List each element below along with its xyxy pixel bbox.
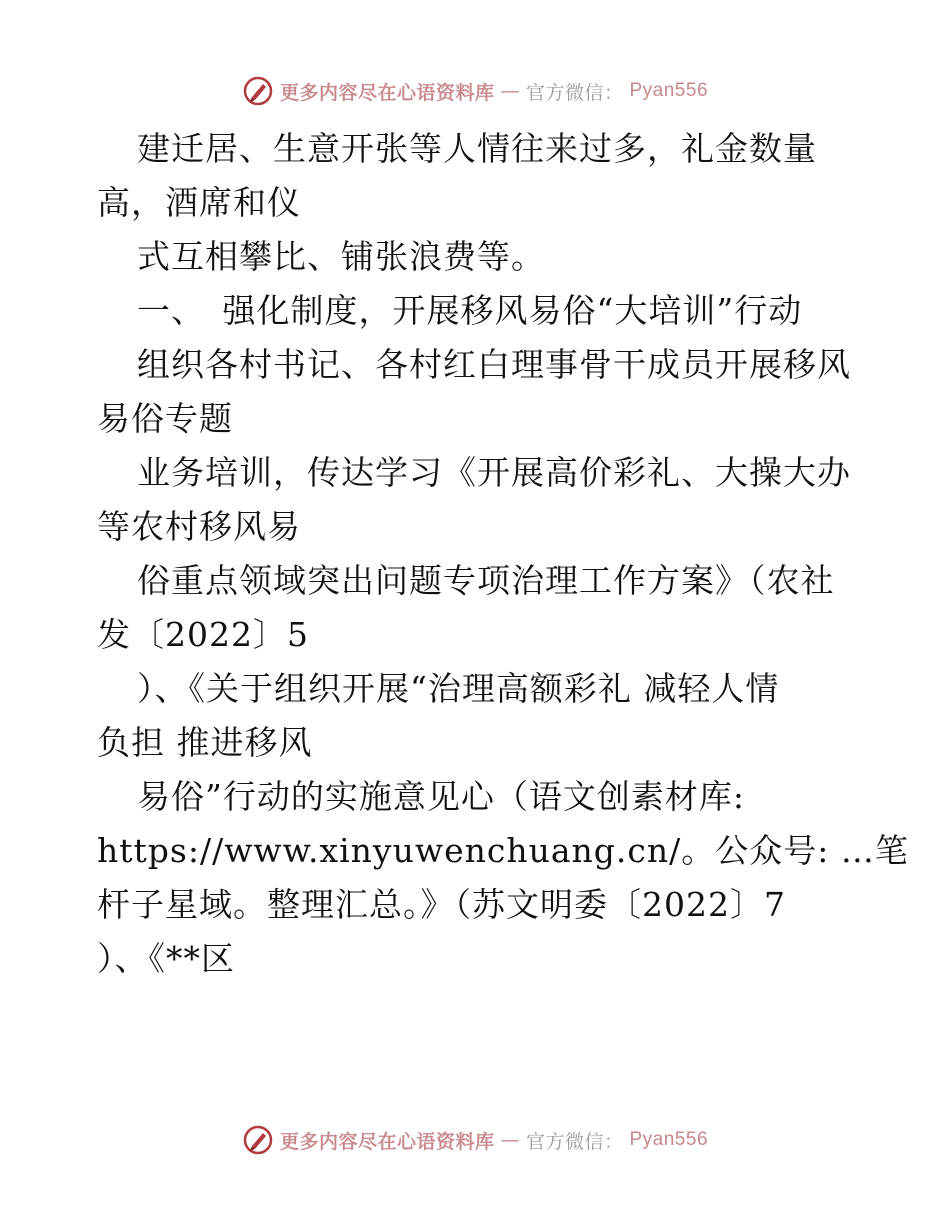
text-line: 发〔2022〕5 [97,615,309,654]
watermark-wechat-id: Pyan556 [629,80,709,101]
text-line: 杆子星域。整理汇总。》（苏文明委〔2022〕7 [97,885,786,924]
watermark-official-label: 官方微信： [525,1130,624,1153]
pen-logo-icon [242,1124,274,1156]
watermark-wechat-id: Pyan556 [629,1129,709,1150]
footer-watermark [0,1120,950,1160]
document-body [97,122,909,986]
text-line: 组织各村书记、各村红白理事骨干成员开展移风 [137,345,851,384]
pen-logo-icon [242,75,274,107]
watermark-official-label: 官方微信： [525,81,624,104]
text-line: ）、《关于组织开展“治理高额彩礼 减轻人情 [137,669,780,708]
text-line: 易俗专题 [97,399,233,438]
text-line: https://www.xinyuwenchuang.cn/。公众号: …笔 [97,831,909,870]
text-line: 业务培训，传达学习《开展高价彩礼、大操大办 [137,453,851,492]
watermark-dash: — [500,80,520,102]
watermark-main-text: 更多内容尽在心语资料库 [279,1130,495,1153]
text-line: ）、《**区 [97,939,235,978]
text-line: 易俗”行动的实施意见心（语文创素材库: [137,777,745,816]
text-line: 负担 推进移风 [97,723,313,762]
watermark-main-text: 更多内容尽在心语资料库 [279,81,495,104]
watermark-dash: — [500,1129,520,1151]
section-heading: 一、 强化制度，开展移风易俗“大培训”行动 [137,291,803,330]
text-line: 俗重点领域突出问题专项治理工作方案》（农社 [137,561,835,600]
text-line: 等农村移风易 [97,507,301,546]
text-line: 高，酒席和仪 [97,183,301,222]
header-watermark [0,71,950,111]
text-line: 式互相攀比、铺张浪费等。 [137,237,545,276]
text-line: 建迁居、生意开张等人情往来过多，礼金数量 [137,129,817,168]
